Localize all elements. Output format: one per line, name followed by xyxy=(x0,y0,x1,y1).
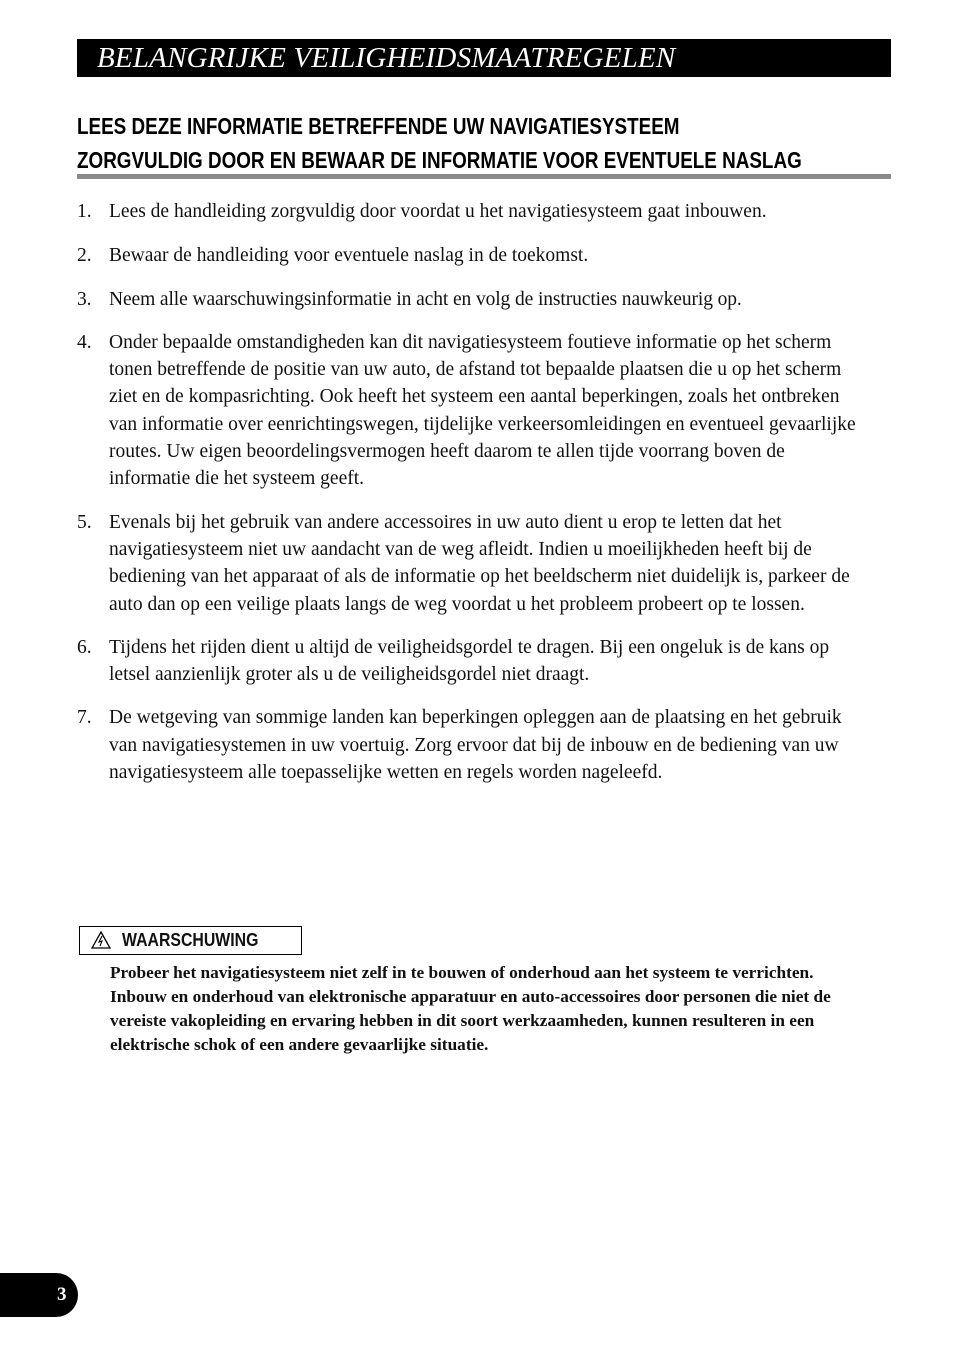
warning-text: Probeer het navigatiesysteem niet zelf in te bouwen of onderhoud aan het systeem te verrichten. Inbouw en onderhoud van elektronische apparatuur en auto-accessoires door personen die niet de vereiste vakopleiding en ervaring hebben in dit soort werkzaamheden, kunnen resulteren in een elektrische schok of een andere gevaarlijke situatie. xyxy=(110,963,831,1055)
section-heading-rule xyxy=(77,174,891,179)
section-heading xyxy=(77,112,891,178)
section-heading-line-1: LEES DEZE INFORMATIE BETREFFENDE UW NAVIGATIESYSTEEM xyxy=(77,113,680,139)
list-item-number: 6. xyxy=(77,636,92,658)
safety-instructions-list xyxy=(77,198,867,786)
list-item-number: 5. xyxy=(77,511,92,533)
list-item-text: Onder bepaalde omstandigheden kan dit navigatiesysteem foutieve informatie op het scherm tonen betreffende de positie van uw auto, de afstand tot bepaalde plaatsen die u op het scherm ziet en de kompasrichting. Ook heeft het systeem een aantal beperkingen, zoals het ontbreken van informatie over eenrichtingswegen, tijdelijke verkeersomleidingen en eventueel gevaarlijke routes. Uw eigen beoordelingsvermogen heeft daarom te allen tijde voorrang boven de informatie die het systeem geeft. xyxy=(109,331,856,490)
list-item xyxy=(77,198,867,225)
list-item xyxy=(77,634,867,689)
list-item xyxy=(77,509,867,618)
list-item-text: Evenals bij het gebruik van andere accessoires in uw auto dient u erop te letten dat het navigatiesysteem niet uw aandacht van de weg afleidt. Indien u moeilijkheden heeft bij de bediening van het apparaat of als de informatie op het beeldscherm niet duidelijk is, parkeer de auto dan op een veilige plaats langs de weg voordat u het probleem probeert op te lossen. xyxy=(109,511,850,615)
list-item-number: 1. xyxy=(77,201,92,222)
list-item-number: 4. xyxy=(77,331,92,353)
list-item-text: Bewaar de handleiding voor eventuele naslag in de toekomst. xyxy=(109,245,589,267)
warning-label-box xyxy=(79,926,302,955)
section-heading-line-2: ZORGVULDIG DOOR EN BEWAAR DE INFORMATIE VOOR EVENTUELE NASLAG xyxy=(77,147,802,173)
list-item-number: 2. xyxy=(77,245,92,267)
list-item xyxy=(77,329,867,493)
list-item xyxy=(77,286,867,313)
list-item-text: Neem alle waarschuwingsinformatie in acht en volg de instructies nauwkeurig op. xyxy=(109,288,742,310)
list-item xyxy=(77,242,867,269)
page-title: BELANGRIJKE VEILIGHEIDSMAATREGELEN xyxy=(97,42,676,74)
page-number: 3 xyxy=(57,1284,67,1305)
title-bar xyxy=(77,39,891,77)
list-item-number: 3. xyxy=(77,288,92,310)
warning-triangle-icon xyxy=(91,931,111,949)
list-item-text: Lees de handleiding zorgvuldig door voordat u het navigatiesysteem gaat inbouwen. xyxy=(109,201,767,222)
list-item-text: De wetgeving van sommige landen kan beperkingen opleggen aan de plaatsing en het gebruik van navigatiesystemen in uw voertuig. Zorg ervoor dat bij de inbouw en de bediening van uw navigatiesysteem alle toepasselijke wetten en regels worden nageleefd. xyxy=(109,707,842,784)
list-item-number: 7. xyxy=(77,707,92,729)
list-item-text: Tijdens het rijden dient u altijd de veiligheidsgordel te dragen. Bij een ongeluk is de kans op letsel aanzienlijk groter als u de veiligheidsgordel niet draagt. xyxy=(109,636,830,686)
list-item xyxy=(77,704,867,786)
warning-label: WAARSCHUWING xyxy=(122,930,259,950)
page-number-tab xyxy=(0,1273,78,1317)
